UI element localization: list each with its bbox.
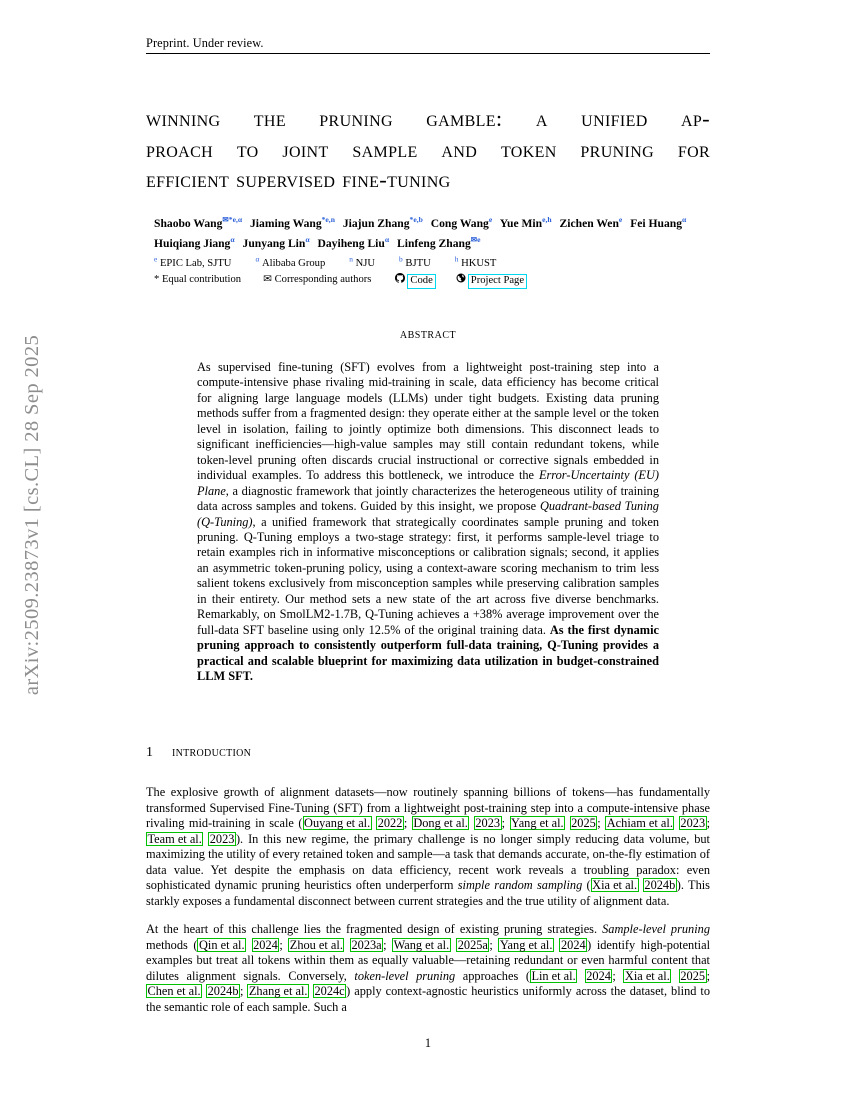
title-line-2: proach to joint sample and token pruning for	[146, 136, 710, 162]
title-line-1: winning the pruning gamble: a unified ap-	[146, 106, 710, 131]
author-entry	[250, 217, 335, 230]
abstract-emphasis-eu-plane: Error-Uncertainty (EU) Plane	[197, 468, 659, 498]
citation-year-link[interactable]: 2025	[571, 816, 596, 830]
author-name: Jiajun Zhang	[342, 217, 410, 230]
para-emphasis-token-level: token-level pruning	[354, 968, 456, 983]
citation-year-link[interactable]: 2023	[209, 831, 235, 846]
author-name: Huiqiang Jiang	[154, 236, 231, 250]
citation-year-link[interactable]: 2023	[680, 816, 706, 830]
author-entry	[317, 234, 390, 250]
author-entry	[343, 217, 423, 230]
affiliation-name: Alibaba Group	[261, 258, 326, 269]
header-rule	[146, 53, 710, 54]
running-head: Preprint. Under review.	[146, 36, 264, 50]
author-affiliation-marker: e	[488, 215, 493, 225]
author-affiliation-marker: ✉*e,α	[222, 215, 243, 225]
abstract-text-3: , a unified framework that strategically coordinates sample pruning and token pruning. Q-Tuning employs a two-stage strategy: first, it performs sample-level triage to retain examples rich in informative misconceptions or calibration signals; second, it applies an asymmetric token-pruning policy, using a context-aware scoring mechanism to trim less salient tokens exclusively from misconception samples while preserving calibration samples in their entirety. Our method sets a new state of the art across five diverse benchmarks. Remarkably, on SmolLM2-1.7B, Q-Tuning achieves a +38% average improvement over the full-data SFT baseline using only 12.5% of the original training data.	[197, 514, 659, 637]
citation-year-link[interactable]: 2024	[560, 937, 586, 952]
author-list	[154, 214, 714, 253]
author-entry	[242, 234, 310, 250]
para-emphasis-sample-level: Sample-level pruning	[602, 922, 710, 936]
intro-paragraph-1	[146, 785, 710, 909]
section-title: introduction	[172, 745, 252, 760]
abstract-text-2: , a diagnostic framework that jointly characterizes the heterogeneous utility of training data across samples and tokens. Guided by this insight, we propose	[197, 483, 659, 514]
citation-year-link[interactable]: 2025a	[457, 937, 488, 952]
citation-separator: ;	[501, 816, 510, 830]
abstract-heading: abstract	[399, 326, 457, 341]
author-affiliation-marker: ✉e	[470, 234, 481, 244]
globe-icon	[456, 273, 466, 283]
author-name: Cong Wang	[430, 217, 489, 230]
section-number: 1	[146, 745, 154, 760]
citation-link[interactable]: Xia et al.	[624, 968, 670, 983]
paper-page	[146, 0, 710, 1100]
title-line-3: efficient supervised fine-tuning	[146, 167, 451, 192]
author-name: Jiaming Wang	[250, 217, 322, 230]
citation-link[interactable]: Yang et al.	[511, 816, 564, 830]
citation-link[interactable]: Dong et al.	[413, 816, 468, 830]
citation-link[interactable]: Lin et al.	[531, 968, 576, 983]
author-name: Yue Min	[499, 217, 543, 230]
para-text: (	[582, 878, 591, 892]
affiliation-name: BJTU	[405, 258, 431, 269]
citation-link[interactable]: Ouyang et al.	[304, 816, 371, 830]
citation-link[interactable]: Yang et al.	[499, 937, 553, 952]
author-name: Fei Huang	[630, 217, 683, 230]
citation-separator: ;	[706, 816, 711, 830]
citation-year-link[interactable]: 2024c	[314, 984, 345, 998]
para-text: ) apply context-agnostic heuristics uniformly across the dataset, blind to the semantic role of each sample. Such a	[146, 984, 710, 1014]
para-text: ) identify high-potential examples but treat all tokens within them as equally valuable—retaining redundant or even harmful content that dilutes alignment signals. Conversely,	[146, 937, 710, 983]
para-text: At the heart of this challenge lies the fragmented design of existing pruning strategies.	[146, 922, 603, 936]
author-name: Junyang Lin	[242, 236, 306, 250]
author-affiliation-marker: *e,n	[321, 215, 335, 225]
abstract-bold-conclusion: As the first dynamic pruning approach to consistently outperform full-data training, Q-Tuning provides a practical and scalable blueprint for maximizing data utilization in budget-constrained LLM SFT.	[197, 622, 659, 684]
citation-separator: ;	[239, 984, 248, 998]
citation-link[interactable]: Qin et al.	[198, 937, 245, 952]
affiliation-marker: b	[399, 254, 403, 264]
author-notes	[154, 272, 714, 289]
code-link[interactable]: Code	[407, 274, 435, 289]
affiliation-marker: α	[255, 254, 260, 264]
citation-separator: ;	[383, 937, 393, 952]
para-text: The explosive growth of alignment datasets—now routinely spanning billions of tokens—has fundamentally transformed Supervised Fine-Tuning (SFT) from a lightweight post-training step into a compute-intensive phase rivaling mid-training in scale (	[146, 785, 710, 830]
intro-paragraph-2	[146, 922, 710, 1015]
author-affiliation-marker: α	[230, 234, 235, 244]
author-name: Shaobo Wang	[154, 217, 223, 230]
author-entry	[500, 217, 552, 230]
affiliation-item	[399, 256, 431, 272]
abstract-emphasis-q-tuning: Quadrant-based Tuning (Q-Tuning)	[197, 499, 659, 529]
author-affiliation-marker: α	[384, 234, 390, 244]
section-heading-introduction	[146, 745, 710, 761]
affiliation-marker: n	[349, 254, 353, 264]
abstract-body	[197, 360, 659, 685]
author-affiliation-marker: α	[682, 215, 687, 225]
citation-year-link[interactable]: 2024	[253, 937, 278, 952]
abstract-text-1: As supervised fine-tuning (SFT) evolves from a lightweight post-training step into a compute-intensive phase rivaling mid-training in scale, data efficiency has become critical for aligning large language models (LLMs) under tight budgets. Existing data pruning methods suffer from a fragmented design: they operate either at the sample level or the token level in isolation, failing to jointly optimize both dimensions. This disconnect leads to significant inefficiencies—high-value samples may still contain redundant tokens, while token-level pruning often discards crucial instructional or corrective signals embedded in individual examples. To address this bottleneck, we introduce the	[197, 360, 659, 483]
page-number: 1	[424, 1036, 432, 1050]
affiliation-name: NJU	[355, 258, 376, 269]
citation-link[interactable]: Wang et al.	[393, 937, 450, 952]
author-name: Dayiheng Liu	[317, 236, 385, 250]
citation-link[interactable]: Zhang et al.	[248, 984, 308, 998]
author-entry	[431, 217, 492, 230]
citation-separator: ;	[403, 816, 412, 830]
citation-separator: ;	[489, 937, 499, 952]
arxiv-stamp	[0, 0, 64, 1100]
author-entry	[630, 217, 686, 230]
affiliation-marker: h	[454, 254, 459, 264]
citation-separator: ;	[597, 816, 606, 830]
para-text: approaches (	[455, 968, 530, 983]
citation-separator: ;	[706, 968, 710, 983]
author-affiliation-marker: *e,b	[409, 215, 423, 225]
affiliation-name: EPIC Lab, SJTU	[159, 258, 232, 269]
affiliation-marker: e	[154, 254, 158, 264]
citation-link[interactable]: Chen et al.	[147, 984, 201, 998]
para-text: ). In this new regime, the primary challenge is no longer simply reducing data volume, but maximizing the utility of every retained token and sample—a task that demands accurate, on-the-fly estimation of data value. Yet despite the emphasis on data efficiency, recent work reveals a troubling paradox: even sophisticated dynamic pruning heuristics often underperform	[146, 831, 710, 892]
citation-link[interactable]: Achiam et al.	[606, 816, 673, 830]
author-affiliation-marker: e	[618, 215, 623, 225]
affiliation-item	[154, 256, 231, 272]
author-entry	[154, 217, 242, 230]
citation-year-link[interactable]: 2022	[377, 816, 403, 830]
github-icon	[395, 273, 405, 283]
page-title	[146, 104, 710, 196]
citation-year-link[interactable]: 2024b	[644, 878, 676, 892]
citation-separator: ;	[612, 968, 624, 983]
citation-link[interactable]: Xia et al.	[592, 878, 638, 892]
equal-contribution-note: * Equal contribution	[154, 274, 242, 285]
para-text: ). This starkly exposes a fundamental disconnect between current strategies and the true utility of alignment data.	[146, 878, 710, 908]
citation-separator: ;	[279, 937, 289, 952]
citation-year-link[interactable]: 2023	[475, 816, 501, 830]
project-page-link[interactable]: Project Page	[468, 274, 527, 289]
affiliation-item	[255, 256, 325, 272]
citation-year-link[interactable]: 2025	[680, 968, 706, 983]
author-affiliation-marker: α	[305, 234, 310, 244]
citation-year-link[interactable]: 2023a	[351, 937, 382, 952]
author-entry	[560, 217, 623, 230]
para-emphasis: simple random sampling	[457, 878, 583, 892]
citation-year-link[interactable]: 2024	[586, 968, 611, 983]
author-entry	[154, 234, 235, 250]
citation-link[interactable]: Team et al.	[147, 831, 202, 846]
corresponding-author-note: ✉ Corresponding authors	[263, 274, 372, 285]
affiliation-item	[349, 256, 375, 272]
affiliation-list	[154, 256, 714, 272]
author-entry	[397, 234, 481, 250]
para-text: methods (	[146, 937, 198, 952]
citation-link[interactable]: Zhou et al.	[289, 937, 343, 952]
author-affiliation-marker: e,h	[542, 215, 552, 225]
affiliation-item	[455, 256, 497, 272]
citation-year-link[interactable]: 2024b	[207, 984, 239, 998]
author-name: Linfeng Zhang	[397, 236, 471, 250]
arxiv-stamp-text: arXiv:2509.23873v1 [cs.CL] 28 Sep 2025	[20, 334, 43, 696]
author-name: Zichen Wen	[559, 217, 619, 230]
affiliation-name: HKUST	[461, 258, 497, 269]
